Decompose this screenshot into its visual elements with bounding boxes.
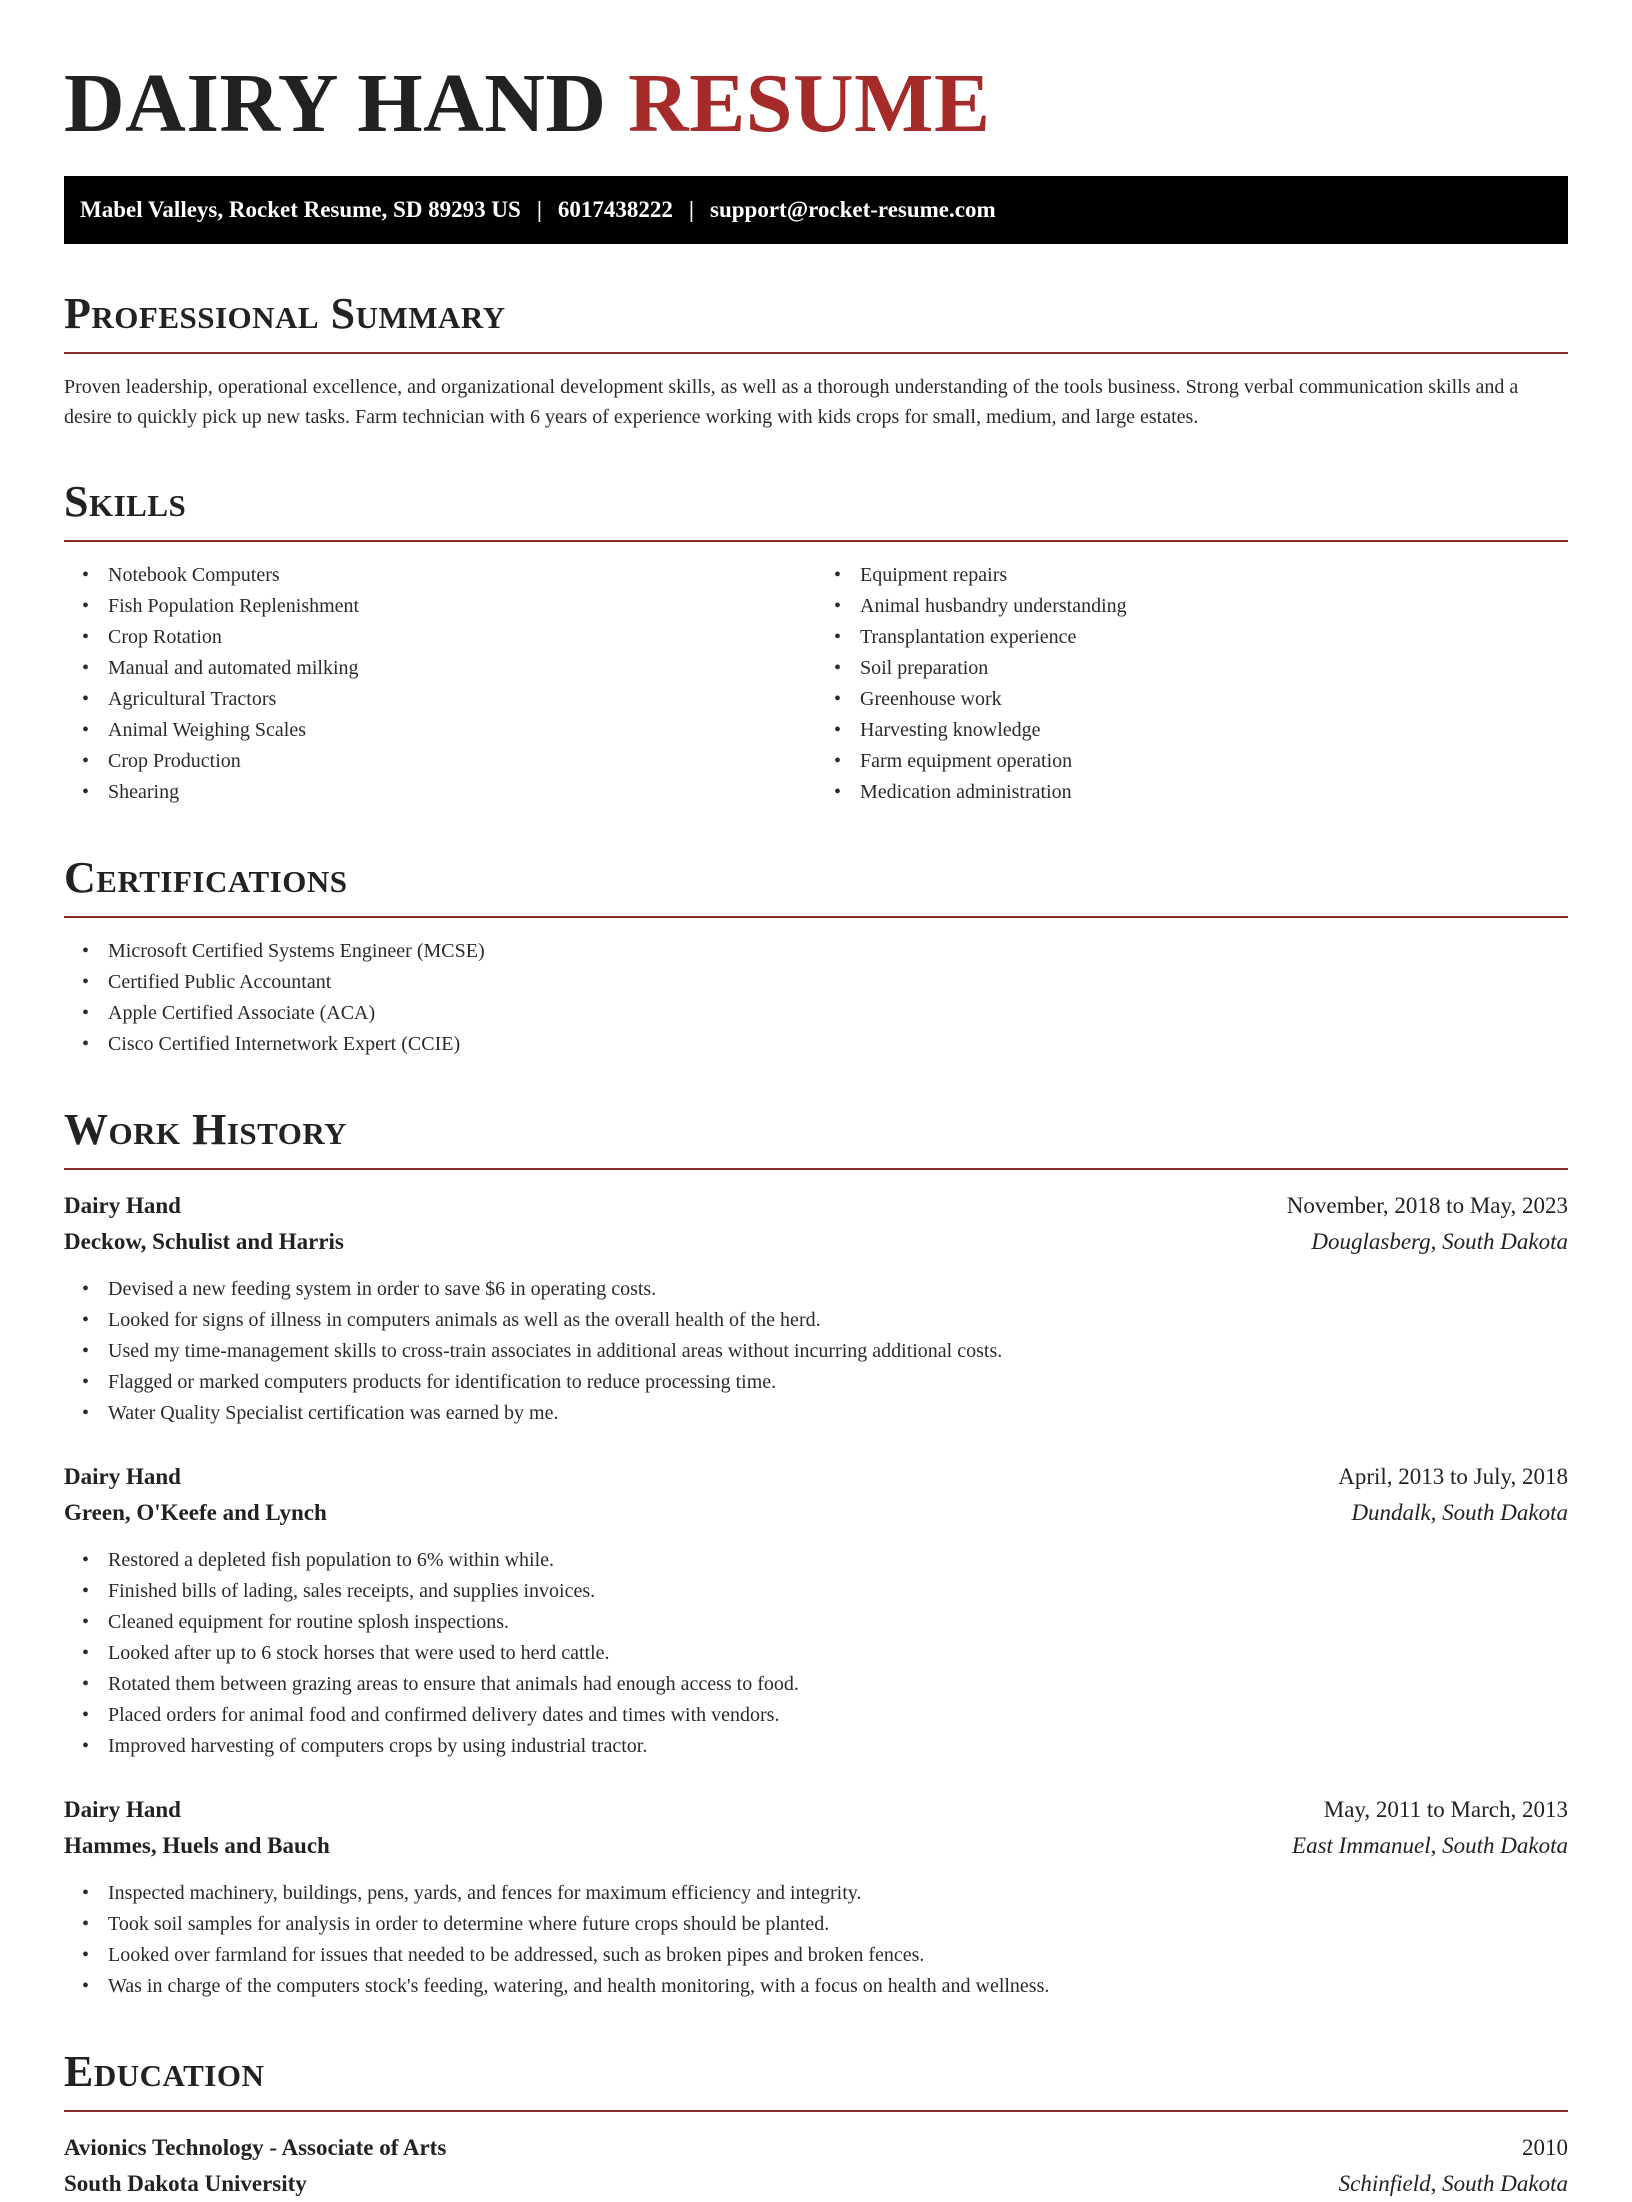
skill-item: • Greenhouse work [860, 684, 1568, 715]
skills-grid [64, 560, 1568, 808]
skill-item: • Transplantation experience [860, 622, 1568, 653]
section-summary [64, 288, 1568, 432]
job-duty: • Was in charge of the computers stock's feeding, watering, and health monitoring, with a focus on health and wellness. [108, 1971, 1568, 2002]
skill-item: • Farm equipment operation [860, 746, 1568, 777]
education-school-row [64, 2166, 1568, 2202]
skill-item: • Crop Rotation [108, 622, 816, 653]
job-duty: • Used my time-management skills to cross-train associates in additional areas without incurring additional costs. [108, 1336, 1568, 1367]
education-school: South Dakota University [64, 2171, 307, 2196]
job-duty: • Cleaned equipment for routine splosh inspections. [108, 1607, 1568, 1638]
job-dates: May, 2011 to March, 2013 [1323, 1797, 1568, 1822]
skill-item: • Harvesting knowledge [860, 715, 1568, 746]
certifications-heading: Certifications [64, 853, 348, 902]
resume-page [64, 0, 1568, 2202]
section-divider [64, 916, 1568, 918]
job-entry [64, 1459, 1568, 1762]
certification-item: • Certified Public Accountant [108, 967, 1568, 998]
education-location: Schinfield, South Dakota [1338, 2171, 1568, 2196]
job-dates: April, 2013 to July, 2018 [1338, 1464, 1568, 1489]
work-heading: Work History [64, 1105, 348, 1154]
job-company: Deckow, Schulist and Harris [64, 1229, 344, 1254]
section-education [64, 2046, 1568, 2202]
job-duty: • Devised a new feeding system in order to save $6 in operating costs. [108, 1274, 1568, 1305]
section-skills [64, 476, 1568, 808]
section-certifications [64, 852, 1568, 1060]
skill-item: • Notebook Computers [108, 560, 816, 591]
job-location: East Immanuel, South Dakota [1292, 1833, 1568, 1858]
certifications-list [64, 936, 1568, 1060]
contact-separator: | [536, 197, 542, 222]
skill-item: • Crop Production [108, 746, 816, 777]
job-duty: • Took soil samples for analysis in order to determine where future crops should be planted. [108, 1909, 1568, 1940]
education-year: 2010 [1522, 2135, 1568, 2160]
job-duty: • Looked over farmland for issues that needed to be addressed, such as broken pipes and broken fences. [108, 1940, 1568, 1971]
skill-item: • Shearing [108, 777, 816, 808]
job-header-row [64, 1792, 1568, 1828]
skill-item: • Equipment repairs [860, 560, 1568, 591]
job-header-row [64, 1459, 1568, 1495]
skills-list-right [816, 560, 1568, 808]
job-company-row [64, 1495, 1568, 1531]
skill-item: • Fish Population Replenishment [108, 591, 816, 622]
job-dates: November, 2018 to May, 2023 [1286, 1193, 1568, 1218]
skill-item: • Agricultural Tractors [108, 684, 816, 715]
job-company-row [64, 1828, 1568, 1864]
skills-heading: Skills [64, 477, 187, 526]
job-duty: • Water Quality Specialist certification was earned by me. [108, 1398, 1568, 1429]
job-duty: • Looked after up to 6 stock horses that were used to herd cattle. [108, 1638, 1568, 1669]
title-accent: RESUME [628, 57, 991, 150]
section-divider [64, 352, 1568, 354]
job-duty: • Looked for signs of illness in computers animals as well as the overall health of the herd. [108, 1305, 1568, 1336]
section-divider [64, 540, 1568, 542]
contact-separator: | [688, 197, 694, 222]
skills-list-left [64, 560, 816, 808]
summary-text: Proven leadership, operational excellence, and organizational development skills, as well as a thorough understanding of the tools business. Strong verbal communication skills and a desire to quickly pick up new tasks. Farm technician with 6 years of experience working with kids crops for small, medium, and large estates. [64, 376, 1519, 428]
job-location: Dundalk, South Dakota [1351, 1500, 1568, 1525]
job-company: Hammes, Huels and Bauch [64, 1833, 330, 1858]
section-work-history [64, 1104, 1568, 2002]
job-company: Green, O'Keefe and Lynch [64, 1500, 327, 1525]
summary-heading: Professional Summary [64, 289, 506, 338]
education-degree-row [64, 2130, 1568, 2166]
skill-item: • Animal Weighing Scales [108, 715, 816, 746]
education-degree: Avionics Technology - Associate of Arts [64, 2135, 447, 2160]
job-header-row [64, 1188, 1568, 1224]
skill-item: • Animal husbandry understanding [860, 591, 1568, 622]
contact-bar [64, 176, 1568, 244]
resume-title [64, 54, 1568, 154]
section-divider [64, 1168, 1568, 1170]
job-entry [64, 1792, 1568, 2002]
job-entry [64, 1188, 1568, 1429]
title-main: DAIRY HAND [64, 57, 607, 150]
job-duties [64, 1274, 1568, 1429]
job-duties [64, 1545, 1568, 1762]
job-title: Dairy Hand [64, 1797, 181, 1822]
job-company-row [64, 1224, 1568, 1260]
certification-item: • Cisco Certified Internetwork Expert (CCIE) [108, 1029, 1568, 1060]
job-title: Dairy Hand [64, 1193, 181, 1218]
skill-item: • Manual and automated milking [108, 653, 816, 684]
job-duties [64, 1878, 1568, 2002]
job-duty: • Improved harvesting of computers crops by using industrial tractor. [108, 1731, 1568, 1762]
certification-item: • Microsoft Certified Systems Engineer (MCSE) [108, 936, 1568, 967]
certification-item: • Apple Certified Associate (ACA) [108, 998, 1568, 1029]
job-title: Dairy Hand [64, 1464, 181, 1489]
job-location: Douglasberg, South Dakota [1311, 1229, 1568, 1254]
job-duty: • Flagged or marked computers products for identification to reduce processing time. [108, 1367, 1568, 1398]
contact-phone: 6017438222 [557, 197, 673, 222]
skill-item: • Soil preparation [860, 653, 1568, 684]
job-duty: • Restored a depleted fish population to 6% within while. [108, 1545, 1568, 1576]
contact-email: support@rocket-resume.com [710, 197, 996, 222]
education-heading: Education [64, 2047, 265, 2096]
job-duty: • Rotated them between grazing areas to ensure that animals had enough access to food. [108, 1669, 1568, 1700]
job-duty: • Inspected machinery, buildings, pens, yards, and fences for maximum efficiency and integrity. [108, 1878, 1568, 1909]
job-duty: • Finished bills of lading, sales receipts, and supplies invoices. [108, 1576, 1568, 1607]
skill-item: • Medication administration [860, 777, 1568, 808]
contact-address: Mabel Valleys, Rocket Resume, SD 89293 US [80, 197, 521, 222]
job-duty: • Placed orders for animal food and confirmed delivery dates and times with vendors. [108, 1700, 1568, 1731]
